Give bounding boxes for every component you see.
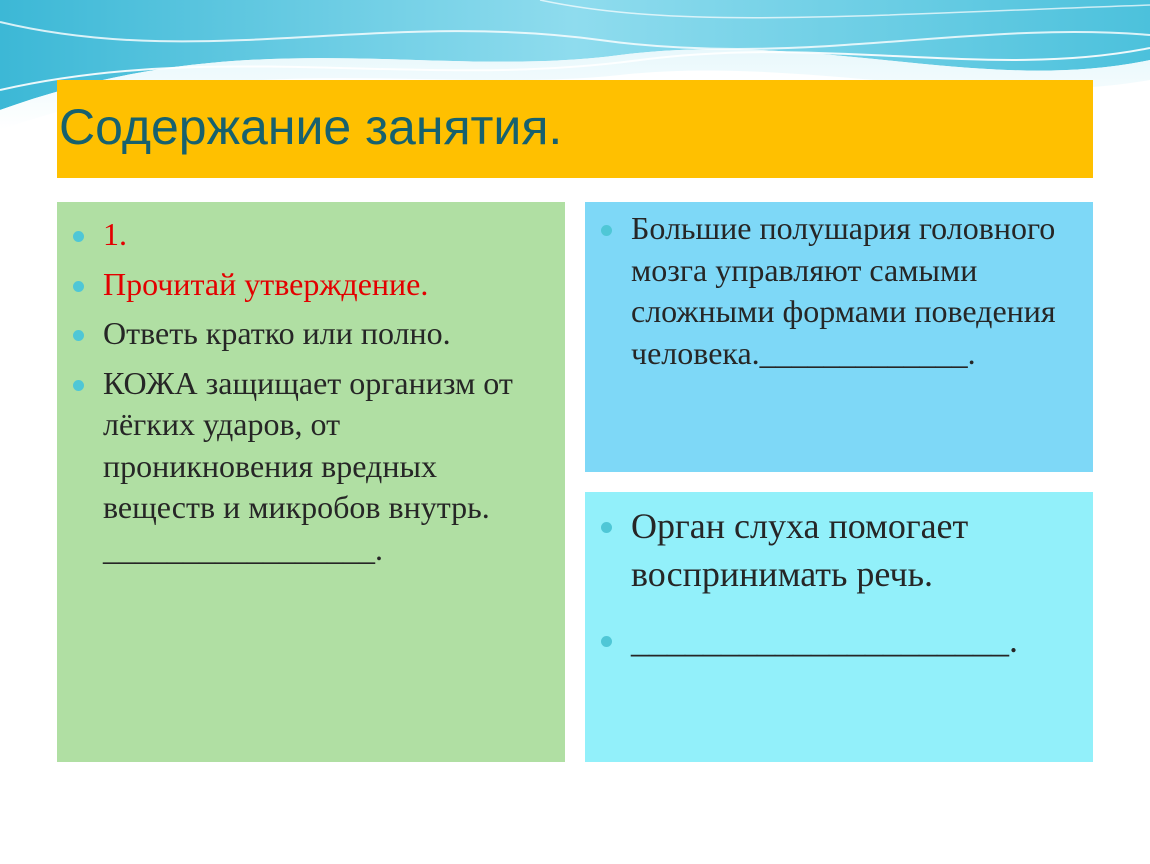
- list-item: [601, 616, 1083, 664]
- list-item: [73, 214, 555, 256]
- bullet-icon: [601, 522, 612, 533]
- left-panel: [57, 202, 565, 762]
- bullet-icon: [73, 281, 84, 292]
- item-text: Орган слуха помогает воспринимать речь.: [631, 506, 969, 594]
- item-text: Прочитай утверждение.: [103, 265, 429, 302]
- title-bar: [57, 80, 1093, 178]
- item-text: Ответь кратко или полно.: [103, 315, 451, 351]
- item-text: _____________________.: [631, 620, 1018, 660]
- bullet-icon: [73, 380, 84, 391]
- list-item: [73, 363, 555, 571]
- bottom-right-bullet-list: [601, 502, 1083, 664]
- bullet-icon: [601, 636, 612, 647]
- bullet-icon: [73, 330, 84, 341]
- item-text: КОЖА защищает организм от лёгких ударов, от проникновения вредных веществ и микробов внутрь. _________________.: [103, 364, 513, 567]
- top-right-bullet-list: [601, 208, 1083, 374]
- list-item: [601, 502, 1083, 598]
- slide-title: Содержание занятия.: [59, 99, 563, 155]
- item-text: 1.: [103, 216, 127, 252]
- left-bullet-list: [73, 214, 555, 570]
- top-right-panel: [585, 202, 1093, 472]
- list-item: [601, 208, 1083, 374]
- bullet-icon: [73, 231, 84, 242]
- list-item: [73, 313, 555, 355]
- item-text: Большие полушария головного мозга управляют самыми сложными формами поведения человека._____________.: [631, 210, 1056, 371]
- bottom-right-panel: [585, 492, 1093, 762]
- list-item: [73, 264, 555, 306]
- bullet-icon: [601, 225, 612, 236]
